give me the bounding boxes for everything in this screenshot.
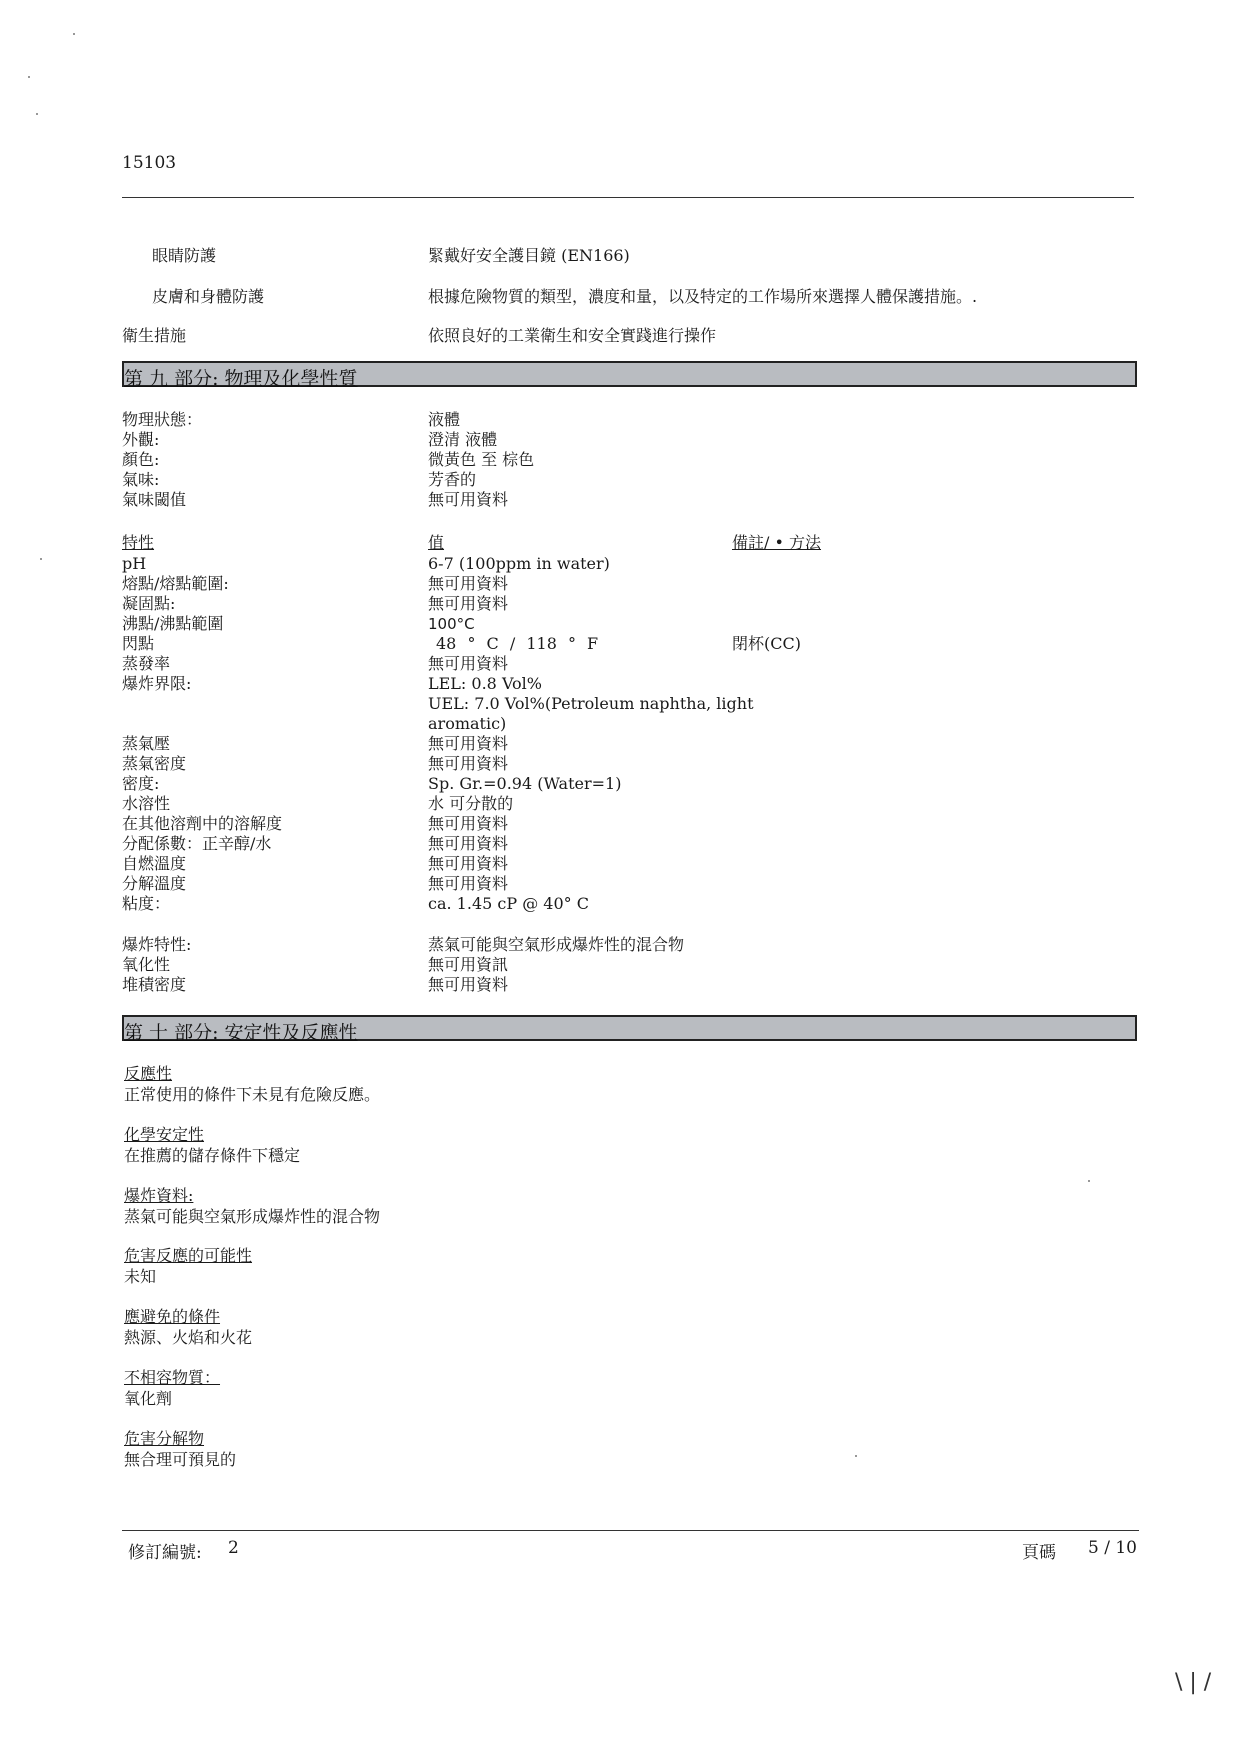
property-value: aromatic)	[428, 714, 507, 733]
odor-threshold-value: 無可用資料	[428, 490, 509, 509]
explosive-value: 蒸氣可能與空氣形成爆炸性的混合物	[428, 935, 685, 954]
property-label: 蒸氣壓	[122, 734, 171, 753]
explosion-data-text: 蒸氣可能與空氣形成爆炸性的混合物	[124, 1207, 381, 1226]
property-label: 分配係數：正辛醇/水	[122, 834, 272, 853]
explosive-label: 爆炸特性:	[122, 935, 192, 954]
property-label: 分解溫度	[122, 874, 187, 893]
decomposition-products-text: 無合理可預見的	[124, 1450, 237, 1469]
hygiene-label: 衛生措施	[122, 326, 187, 345]
revision-label: 修訂編號:	[128, 1543, 202, 1563]
section-10-title: 第 十 部分: 安定性及反應性	[124, 1022, 358, 1044]
property-label: 蒸發率	[122, 654, 171, 673]
property-label: 水溶性	[122, 794, 171, 813]
property-value: 水 可分散的	[428, 794, 514, 813]
bulk-density-value: 無可用資料	[428, 975, 509, 994]
footer-divider	[122, 1530, 1139, 1531]
eye-protection-label: 眼睛防護	[152, 246, 217, 265]
bulk-density-label: 堆積密度	[122, 975, 187, 994]
odor-label: 氣味:	[122, 470, 160, 489]
property-label: 熔點/熔點範圍:	[122, 574, 229, 593]
document-code: 15103	[122, 153, 177, 173]
odor-threshold-label: 氣味閾值	[122, 490, 187, 509]
decomposition-products-title: 危害分解物	[124, 1429, 205, 1448]
hazardous-reactions-text: 未知	[124, 1267, 157, 1286]
property-label: 粘度：	[122, 894, 171, 913]
property-label: 自燃溫度	[122, 854, 187, 873]
property-value: 無可用資料	[428, 594, 509, 613]
appearance-label: 外觀:	[122, 430, 160, 449]
state-label: 物理狀態：	[122, 410, 203, 429]
property-value: 無可用資料	[428, 654, 509, 673]
property-value: 無可用資料	[428, 754, 509, 773]
property-value: LEL: 0.8 Vol%	[428, 674, 542, 693]
page-label: 頁碼	[1022, 1543, 1056, 1563]
property-label: 蒸氣密度	[122, 754, 187, 773]
conditions-to-avoid-title: 應避免的條件	[124, 1307, 221, 1326]
property-value: 無可用資料	[428, 854, 509, 873]
page-number: 5 / 10	[1088, 1538, 1137, 1558]
incompatible-materials-title: 不相容物質：	[124, 1368, 221, 1387]
property-label: 凝固點:	[122, 594, 176, 613]
value-column-header: 值	[428, 533, 445, 552]
property-value: 無可用資料	[428, 834, 509, 853]
chemical-stability-title: 化學安定性	[124, 1125, 205, 1144]
property-label: 密度:	[122, 774, 160, 793]
property-value: Sp. Gr.=0.94 (Water=1)	[428, 774, 622, 793]
handwritten-mark: \ | /	[1175, 1670, 1212, 1695]
chemical-stability-text: 在推薦的儲存條件下穩定	[124, 1146, 301, 1165]
hazardous-reactions-title: 危害反應的可能性	[124, 1246, 253, 1265]
explosion-data-title: 爆炸資料:	[124, 1186, 194, 1205]
property-remark: 閉杯(CC)	[732, 634, 801, 653]
section-10-header	[122, 1015, 1137, 1044]
reactivity-text: 正常使用的條件下未見有危險反應。	[124, 1085, 381, 1104]
state-value: 液體	[428, 410, 461, 429]
scan-speck	[36, 113, 38, 115]
scan-speck	[73, 33, 75, 35]
scan-speck	[28, 76, 30, 78]
property-label: pH	[122, 554, 147, 573]
property-value: 6-7 (100ppm in water)	[428, 554, 610, 573]
color-label: 顏色:	[122, 450, 160, 469]
property-value: ca. 1.45 cP @ 40° C	[428, 894, 589, 913]
eye-protection-value: 緊戴好安全護目鏡 (EN166)	[428, 246, 630, 265]
scan-speck	[1088, 1180, 1090, 1182]
skin-protection-value: 根據危險物質的類型，濃度和量，以及特定的工作場所來選擇人體保護措施。.	[428, 287, 978, 306]
property-column-header: 特性	[122, 533, 155, 552]
property-label: 閃點	[122, 634, 155, 653]
section-9-title: 第 九 部分: 物理及化學性質	[124, 368, 358, 390]
property-value: 無可用資料	[428, 814, 509, 833]
property-label: 在其他溶劑中的溶解度	[122, 814, 283, 833]
remarks-column-header: 備註/ • 方法	[732, 533, 822, 552]
property-label: 爆炸界限:	[122, 674, 192, 693]
property-value: 48 ° C / 118 ° F	[436, 634, 599, 653]
hygiene-value: 依照良好的工業衛生和安全實踐進行操作	[428, 326, 717, 345]
property-label: 沸點/沸點範圍	[122, 614, 224, 633]
property-value: 無可用資料	[428, 574, 509, 593]
oxidizing-label: 氧化性	[122, 955, 171, 974]
scan-speck	[855, 1455, 857, 1457]
section-9-header	[122, 361, 1137, 390]
property-value: UEL: 7.0 Vol%(Petroleum naphtha, light	[428, 694, 754, 713]
header-divider	[122, 197, 1134, 198]
scan-speck	[40, 558, 42, 560]
appearance-value: 澄清 液體	[428, 430, 498, 449]
conditions-to-avoid-text: 熱源、火焰和火花	[124, 1328, 253, 1347]
property-value: 無可用資料	[428, 874, 509, 893]
skin-protection-label: 皮膚和身體防護	[152, 287, 265, 306]
property-value: 無可用資料	[428, 734, 509, 753]
revision-number: 2	[228, 1538, 239, 1558]
property-value: 100°C	[428, 615, 475, 633]
odor-value: 芳香的	[428, 470, 477, 489]
reactivity-title: 反應性	[124, 1064, 173, 1083]
color-value: 微黃色 至 棕色	[428, 450, 535, 469]
oxidizing-value: 無可用資訊	[428, 955, 509, 974]
incompatible-materials-text: 氧化劑	[124, 1389, 173, 1408]
